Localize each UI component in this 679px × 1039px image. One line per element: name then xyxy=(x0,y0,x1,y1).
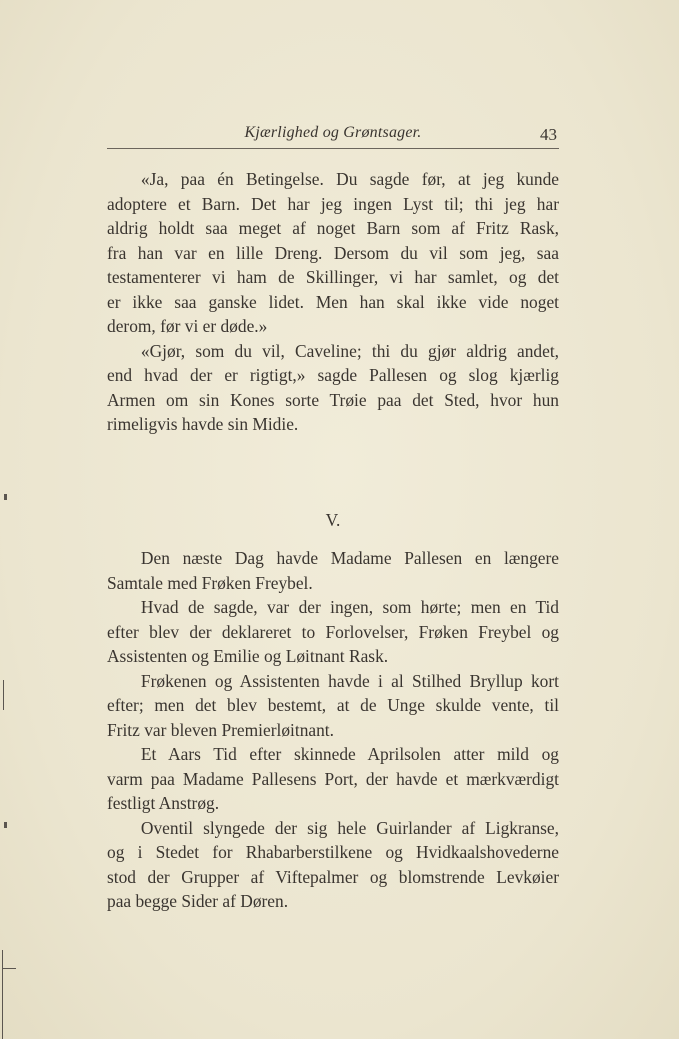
text-line: Oventil slyngede der sig hele Guirlander af Ligkranse, xyxy=(140,817,559,838)
text-line: adoptere et Barn. Det har jeg ingen Lyst til; thi jeg har xyxy=(107,193,559,214)
paragraph xyxy=(107,742,559,816)
text-line: varm paa Madame Pallesens Port, der havde et mærkværdigt xyxy=(107,768,559,789)
paragraph xyxy=(107,339,559,437)
chapter-heading: V. xyxy=(325,510,341,530)
text-line: efter; men det blev bestemt, at de Unge skulde vente, til xyxy=(107,695,559,715)
scan-mark xyxy=(4,494,7,500)
scan-mark xyxy=(2,968,16,969)
scan-mark xyxy=(4,822,7,828)
text-block-dialogue xyxy=(107,167,559,437)
scan-mark xyxy=(3,680,4,710)
text-line: Assistenten og Emilie og Løitnant Rask. xyxy=(107,646,389,666)
text-line: Armen om sin Kones sorte Trøie paa det Sted, hvor hun xyxy=(107,389,559,410)
text-line: festligt Anstrøg. xyxy=(107,793,220,813)
text-line: Frøkenen og Assistenten havde i al Stilhed Bryllup kort xyxy=(140,670,559,691)
text-line: Samtale med Frøken Freybel. xyxy=(107,572,313,593)
scan-mark xyxy=(2,950,3,1039)
text-line: Hvad de sagde, var der ingen, som hørte; men en Tid xyxy=(140,597,559,617)
text-line: testamenterer vi ham de Skillinger, vi har samlet, og det xyxy=(107,267,559,287)
text-block-chapter-five xyxy=(107,546,559,914)
text-line: fra han var en lille Dreng. Dersom du vil som jeg, saa xyxy=(107,242,559,263)
text-line: og i Stedet for Rhabarberstilkene og Hvidkaalshovederne xyxy=(107,842,559,862)
running-header xyxy=(107,124,559,149)
text-line: Fritz var bleven Premierløitnant. xyxy=(107,719,334,740)
paragraph xyxy=(107,167,559,339)
text-line: er ikke saa ganske lidet. Men han skal ikke vide noget xyxy=(107,291,559,312)
page-number: 43 xyxy=(540,125,557,144)
paragraph xyxy=(107,546,559,595)
paragraph xyxy=(107,669,559,743)
text-line: «Ja, paa én Betingelse. Du sagde før, at jeg kunde xyxy=(140,169,559,189)
text-line: derom, før vi er døde.» xyxy=(107,316,268,336)
text-line: «Gjør, som du vil, Caveline; thi du gjør aldrig andet, xyxy=(140,340,559,361)
text-line: aldrig holdt saa meget af noget Barn som af Fritz Rask, xyxy=(107,218,559,238)
text-line: efter blev der deklareret to Forlovelser, Frøken Freybel og xyxy=(107,621,559,642)
text-line: stod der Grupper af Viftepalmer og blomstrende Levkøier xyxy=(107,866,559,887)
text-line: paa begge Sider af Døren. xyxy=(107,891,289,911)
text-line: Et Aars Tid efter skinnede Aprilsolen atter mild og xyxy=(140,744,559,764)
paragraph xyxy=(107,595,559,669)
running-title: Kjærlighed og Grøntsager. xyxy=(244,124,422,141)
paragraph xyxy=(107,816,559,914)
text-line: end hvad der er rigtigt,» sagde Pallesen og slog kjærlig xyxy=(107,365,559,385)
text-line: Den næste Dag havde Madame Pallesen en længere xyxy=(140,548,559,568)
text-line: rimeligvis havde sin Midie. xyxy=(107,414,299,434)
